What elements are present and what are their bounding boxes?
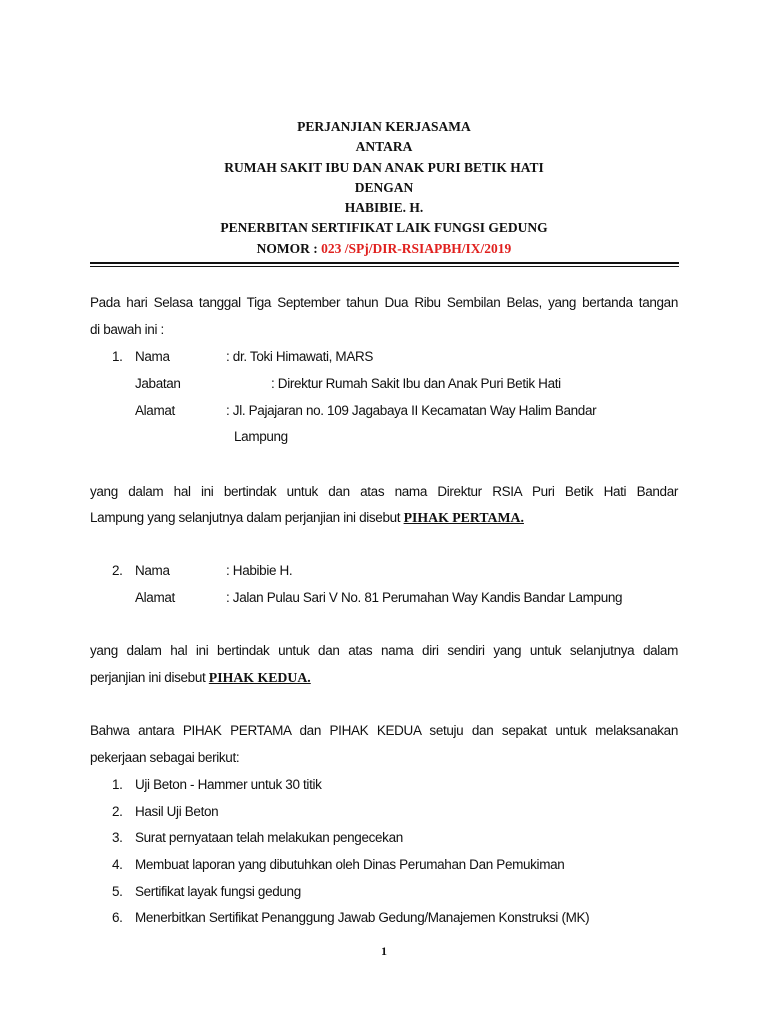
party1-jabatan-value: : Direktur Rumah Sakit Ibu dan Anak Puri Betik Hati: [271, 376, 561, 391]
party1-jabatan-label: Jabatan: [135, 376, 181, 391]
agreement-line-2: pekerjaan sebagai berikut:: [90, 750, 240, 765]
party2-number: 2.: [112, 563, 123, 578]
party2-desc-line-1: yang dalam hal ini bertindak untuk dan atas nama diri sendiri yang untuk selanjutnya dalam: [90, 643, 678, 658]
party2-role: PIHAK KEDUA.: [208, 670, 311, 685]
party1-desc-line-2: [90, 510, 524, 526]
party2-alamat-label: Alamat: [135, 590, 175, 605]
header-divider-thin: [90, 266, 679, 267]
party1-desc-text: Lampung yang selanjutnya dalam perjanjian ini disebut: [90, 510, 401, 525]
party1-nama-value: : dr. Toki Himawati, MARS: [226, 349, 374, 364]
document-title: [90, 117, 678, 259]
title-line-5: HABIBIE. H.: [344, 200, 424, 216]
intro-line-1: Pada hari Selasa tanggal Tiga September tahun Dua Ribu Sembilan Belas, yang bertanda tangan: [90, 295, 678, 310]
task-number: 1.: [112, 777, 123, 792]
title-line-4: DENGAN: [354, 179, 414, 195]
agreement-line-1: Bahwa antara PIHAK PERTAMA dan PIHAK KEDUA setuju dan sepakat untuk melaksanakan: [90, 723, 678, 738]
party2-nama-value: : Habibie H.: [226, 563, 293, 578]
party1-nama-label: Nama: [135, 349, 170, 364]
title-line-1: PERJANJIAN KERJASAMA: [297, 119, 471, 134]
title-line-3: RUMAH SAKIT IBU DAN ANAK PURI BETIK HATI: [224, 159, 544, 175]
task-number: 4.: [112, 857, 123, 872]
party2-desc-line-2: [90, 670, 311, 686]
party1-alamat-label: Alamat: [135, 403, 175, 418]
page-number: 1: [381, 944, 387, 958]
party1-alamat-value-1: : Jl. Pajajaran no. 109 Jagabaya II Kecamatan Way Halim Bandar: [226, 403, 597, 418]
party1-alamat-value-2: Lampung: [234, 429, 288, 444]
party1-number: 1.: [112, 349, 123, 364]
nomor-value: 023 /SPj/DIR-RSIAPBH/IX/2019: [321, 240, 512, 256]
task-number: 2.: [112, 804, 123, 819]
task-text: Menerbitkan Sertifikat Penanggung Jawab Gedung/Manajemen Konstruksi (MK): [135, 910, 590, 925]
task-text: Sertifikat layak fungsi gedung: [135, 884, 301, 899]
task-number: 6.: [112, 910, 123, 925]
nomor-label: NOMOR :: [256, 240, 318, 256]
task-text: Surat pernyataan telah melakukan pengecekan: [135, 830, 403, 845]
title-line-6: PENERBITAN SERTIFIKAT LAIK FUNGSI GEDUNG: [220, 220, 548, 236]
task-number: 3.: [112, 830, 123, 845]
task-number: 5.: [112, 884, 123, 899]
title-line-2: ANTARA: [355, 139, 413, 155]
party1-role: PIHAK PERTAMA.: [403, 510, 524, 525]
task-text: Uji Beton - Hammer untuk 30 titik: [135, 777, 322, 792]
header-divider-thick: [90, 262, 679, 264]
party1-desc-line-1: yang dalam hal ini bertindak untuk dan atas nama Direktur RSIA Puri Betik Hati Bandar: [90, 484, 678, 499]
party2-nama-label: Nama: [135, 563, 170, 578]
intro-line-2: di bawah ini :: [90, 322, 164, 337]
party2-desc-text: perjanjian ini disebut: [90, 670, 206, 685]
nomor-line: [90, 239, 678, 259]
task-text: Hasil Uji Beton: [135, 804, 219, 819]
party2-alamat-value: : Jalan Pulau Sari V No. 81 Perumahan Way Kandis Bandar Lampung: [226, 590, 623, 605]
task-text: Membuat laporan yang dibutuhkan oleh Dinas Perumahan Dan Pemukiman: [135, 857, 565, 872]
